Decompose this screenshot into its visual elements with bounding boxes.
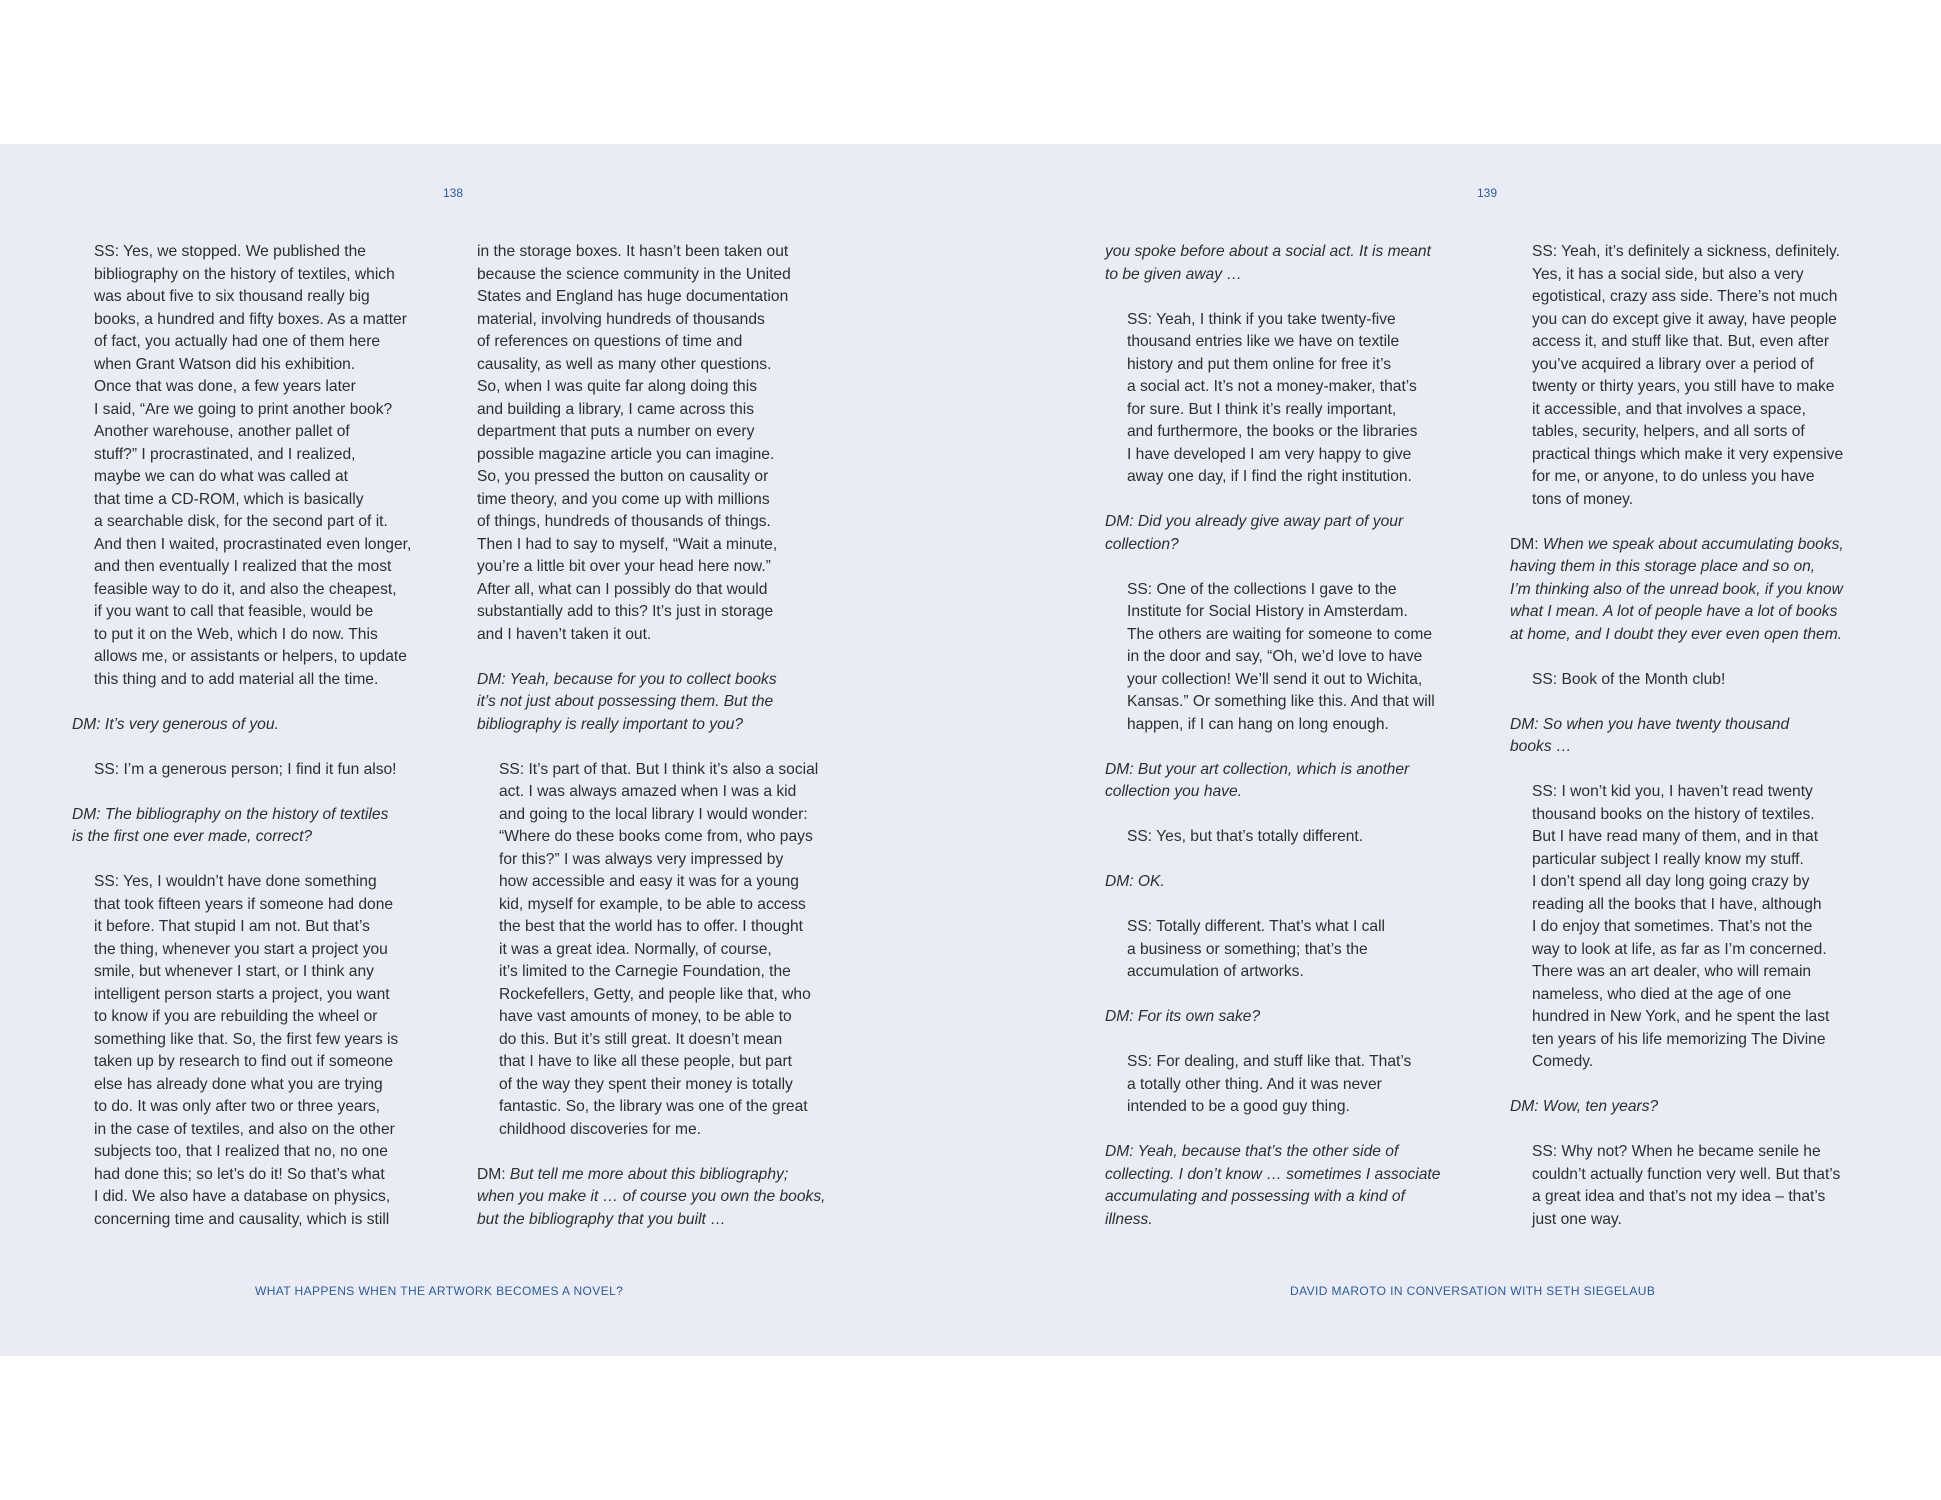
right-page bbox=[971, 144, 1941, 1356]
interview-paragraph: SS: Yes, I wouldn’t have done something that took fifteen years if someone had done it before. That stupid I am not. But that’s the thing, whenever you start a project you smile, but whenever I start, or I think any intelligent person starts a project, you want to know if you are rebuilding the wheel or something like that. So, the first few years is taken up by research to find out if someone else has already done what you are trying to do. It was only after two or three years, in the case of textiles, and also on the other subjects too, that I realized that no, no one had done this; so let’s do it! So that’s what I did. We also have a database on physics, concerning time and causality, which is still bbox=[94, 873, 399, 1228]
interview-paragraph: SS: Yes, but that’s totally different. bbox=[1127, 828, 1364, 845]
interview-paragraph: SS: For dealing, and stuff like that. That’s a totally other thing. And it was never intended to be a good guy thing. bbox=[1127, 1053, 1412, 1115]
page-number: 139 bbox=[1477, 186, 1498, 200]
interviewer-question: DM: It’s very generous of you. bbox=[72, 715, 279, 733]
speaker-label: DM: bbox=[1510, 535, 1543, 553]
left-page bbox=[0, 144, 970, 1356]
question-text: When we speak about accumulating books, having them in this storage place and so on, I’m thinking also of the unread book, if you know what I mean. A lot of people have a lot of books at home, and I doubt they ever even open them. bbox=[1510, 535, 1844, 643]
interviewer-question bbox=[1510, 534, 1870, 647]
interviewer-question: you spoke before about a social act. It is meant to be given away … bbox=[1105, 243, 1431, 283]
text-column bbox=[72, 241, 432, 1254]
question-text: But tell me more about this bibliography; when you make it … of course you own the books, but the bibliography that you built … bbox=[477, 1165, 826, 1228]
interviewer-question: DM: Yeah, because that’s the other side of collecting. I don’t know … sometimes I associate accumulating and possessing with a kind of illness. bbox=[1105, 1143, 1441, 1228]
interview-paragraph: SS: I’m a generous person; I find it fun also! bbox=[94, 760, 397, 778]
interviewer-question: DM: The bibliography on the history of textiles is the first one ever made, correct? bbox=[72, 805, 389, 845]
interview-paragraph: SS: Yes, we stopped. We published the bibliography on the history of textiles, which was about five to six thousand really big books, a hundred and fifty boxes. As a matter of fact, you actually had one of them here when Grant Watson did his exhibition. Once that was done, a few years later I said, “Are we going to print another book? Another warehouse, another pallet of stuff?” I procrastinated, and I realized, maybe we can do what was called at that time a CD-ROM, which is basically a searchable disk, for the second part of it. And then I waited, procrastinated even longer, and then eventually I realized that the most feasible way to do it, and also the cheapest, if you want to call that feasible, would be to put it on the Web, which I do now. This allows me, or assistants or helpers, to update this thing and to add material all the time. bbox=[94, 243, 412, 688]
text-column bbox=[1510, 241, 1870, 1254]
interview-paragraph: in the storage boxes. It hasn’t been taken out because the science community in the United States and England has huge documentation material, involving hundreds of thousands of references on questions of time and causality, as well as many other questions. So, when I was quite far along doing this and building a library, I came across this department that puts a number on every possible magazine article you can imagine. So, you pressed the button on causality or time theory, and you come up with millions of things, hundreds of thousands of things. Then I had to say to myself, “Wait a minute, you’re a little bit over your head here now.” After all, what can I possibly do that would substantially add to this? It’s just in storage and I haven’t taken it out. bbox=[477, 243, 791, 643]
interviewer-question: DM: Did you already give away part of your collection? bbox=[1105, 513, 1404, 553]
interviewer-question: DM: Wow, ten years? bbox=[1510, 1098, 1659, 1115]
interviewer-question: DM: But your art collection, which is another collection you have. bbox=[1105, 760, 1410, 800]
interview-paragraph: SS: It’s part of that. But I think it’s also a social act. I was always amazed when I was a kid and going to the local library I would wonder: “Where do these books come from, who pays for this?” I was always very impressed by how accessible and easy it was for a young kid, myself for example, to be able to access the best that the world has to offer. I thought it was a great idea. Normally, of course, it’s limited to the Carnegie Foundation, the Rockefellers, Getty, and people like that, who have vast amounts of money, to be able to do this. But it’s still great. It doesn’t mean that I have to like all these people, but part of the way they spent their money is totally fantastic. So, the library was one of the great childhood discoveries for me. bbox=[499, 760, 819, 1138]
book-spread bbox=[0, 144, 1941, 1356]
interview-paragraph: SS: Yeah, I think if you take twenty-five thousand entries like we have on textile history and put them online for free it’s a social act. It’s not a money-maker, that’s for sure. But I think it’s really important, and furthermore, the books or the libraries I have developed I am very happy to give away one day, if I find the right institution. bbox=[1127, 310, 1418, 485]
interview-paragraph: SS: Why not? When he became senile he couldn’t actually function very well. But that’s a great idea and that’s not my idea – that’s just one way. bbox=[1532, 1143, 1841, 1228]
interview-paragraph: SS: One of the collections I gave to the Institute for Social History in Amsterdam. The others are waiting for someone to come in the door and say, “Oh, we’d love to have your collection! We’ll send it out to Wichita, Kansas.” Or something like this. And that will happen, if I can hang on long enough. bbox=[1127, 580, 1435, 733]
interview-paragraph: SS: Book of the Month club! bbox=[1532, 670, 1726, 688]
interviewer-question: DM: Yeah, because for you to collect books it’s not just about possessing them. But the bibliography is really important to you? bbox=[477, 670, 777, 733]
interviewer-question: DM: OK. bbox=[1105, 873, 1165, 890]
interviewer-question: DM: For its own sake? bbox=[1105, 1008, 1261, 1025]
interviewer-question bbox=[477, 1164, 837, 1232]
text-column bbox=[1105, 241, 1465, 1254]
text-column bbox=[477, 241, 837, 1254]
running-footer: WHAT HAPPENS WHEN THE ARTWORK BECOMES A NOVEL? bbox=[255, 1284, 624, 1298]
interview-paragraph: SS: Totally different. That’s what I call a business or something; that’s the accumulation of artworks. bbox=[1127, 918, 1386, 980]
interview-paragraph: SS: Yeah, it’s definitely a sickness, definitely. Yes, it has a social side, but also a very egotistical, crazy ass side. There’s not much you can do except give it away, have people access it, and stuff like that. But, even after you’ve acquired a library over a period of twenty or thirty years, you still have to make it accessible, and that involves a space, tables, security, helpers, and all sorts of practical things which make it very expensive for me, or anyone, to do unless you have tons of money. bbox=[1532, 243, 1844, 508]
running-footer: DAVID MAROTO IN CONVERSATION WITH SETH SIEGELAUB bbox=[1290, 1284, 1656, 1298]
interviewer-question: DM: So when you have twenty thousand books … bbox=[1510, 715, 1790, 755]
page-number: 138 bbox=[443, 186, 464, 200]
speaker-label: DM: bbox=[477, 1165, 510, 1183]
interview-paragraph: SS: I won’t kid you, I haven’t read twenty thousand books on the history of textiles. But I have read many of them, and in that particular subject I really know my stuff. I don’t spend all day long going crazy by reading all the books that I have, although I do enjoy that sometimes. That’s not the way to look at life, as far as I’m concerned. There was an art dealer, who will remain nameless, who died at the age of one hundred in New York, and he spent the last ten years of his life memorizing The Divine Comedy. bbox=[1532, 783, 1830, 1070]
